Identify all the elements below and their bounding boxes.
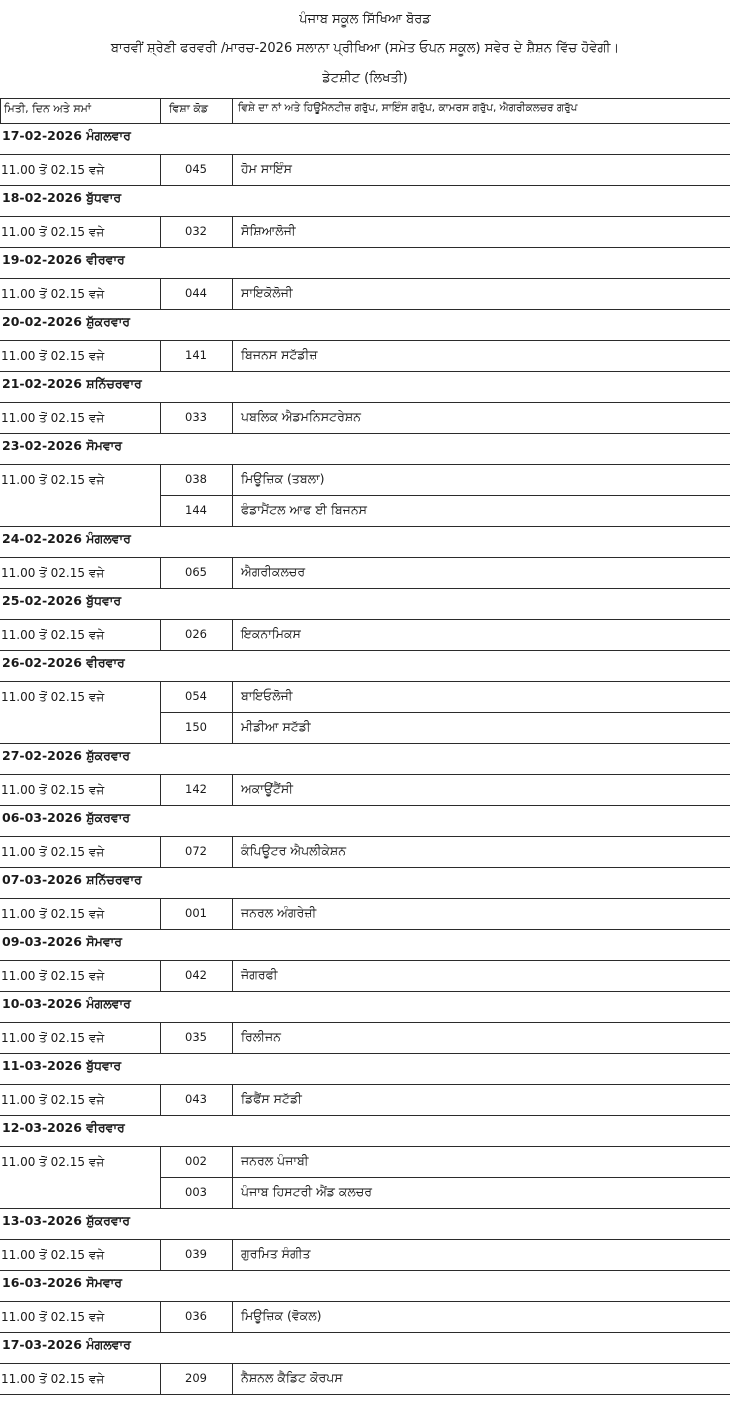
date-heading: 13-03-2026 ਸ਼ੁੱਕਰਵਾਰ [2,1213,131,1228]
date-heading: 11-03-2026 ਬੁੱਧਵਾਰ [2,1058,122,1073]
column-rule [160,712,161,743]
row-rule [0,1208,730,1209]
subject-name: ਅਕਾਊਂਟੈਂਸੀ [241,781,293,796]
subject-code: 039 [185,1247,207,1261]
column-rule [232,495,233,526]
subject-name: ਜਨਰਲ ਅੰਗਰੇਜ਼ੀ [241,905,317,920]
subject-code: 065 [185,565,207,579]
subject-name: ਜੋਗਰਫੀ [241,967,278,982]
date-heading: 06-03-2026 ਸ਼ੁੱਕਰਵਾਰ [2,810,131,825]
row-rule [0,526,730,527]
subject-name: ਮਿਊਜ਼ਿਕ (ਤਬਲਾ) [241,471,325,486]
row-rule [0,433,730,434]
column-rule [160,402,161,433]
date-heading: 21-02-2026 ਸ਼ਨਿੱਚਰਵਾਰ [2,376,142,391]
subject-code: 036 [185,1309,207,1323]
row-rule [0,774,730,775]
column-rule [232,154,233,185]
column-rule [160,1239,161,1270]
column-rule [232,619,233,650]
column-rule [160,340,161,371]
subject-name: ਸੋਸ਼ਿਆਲੋਜੀ [241,223,296,238]
column-rule [160,1301,161,1332]
column-rule [232,1363,233,1394]
column-rule [160,278,161,309]
exam-time: 11.00 ਤੋਂ 02.15 ਵਜੇ [1,969,105,983]
column-rule [160,1177,161,1208]
subject-code: 142 [185,782,207,796]
column-rule [232,1239,233,1270]
column-rule [232,278,233,309]
column-rule [232,774,233,805]
column-header-date-time: ਮਿਤੀ, ਦਿਨ ਅਤੇ ਸਮਾਂ [4,102,91,115]
column-rule [232,464,233,495]
subject-code: 209 [185,1371,207,1385]
column-rule [232,898,233,929]
subject-name: ਪੰਜਾਬ ਹਿਸਟਰੀ ਐਂਡ ਕਲਚਰ [241,1184,373,1199]
subject-name: ਬਾਇਓਲੋਜੀ [241,688,293,703]
row-rule [0,185,730,186]
column-rule [160,836,161,867]
row-rule [0,1270,730,1271]
subject-name: ਮੀਡੀਆ ਸਟੱਡੀ [241,719,311,734]
table-bottom-rule [0,1394,730,1395]
column-rule [232,1177,233,1208]
column-rule [160,154,161,185]
header-left-rule [0,98,1,123]
column-rule [232,1146,233,1177]
subject-code: 002 [185,1154,207,1168]
date-heading: 20-02-2026 ਸ਼ੁੱਕਰਵਾਰ [2,314,131,329]
row-rule [0,464,730,465]
row-rule [0,867,730,868]
exam-time: 11.00 ਤੋਂ 02.15 ਵਜੇ [1,1031,105,1045]
column-rule [160,216,161,247]
column-rule [160,1146,161,1177]
subject-name: ਸਾਇਕੋਲੋਜੀ [241,285,293,300]
row-rule [0,1239,730,1240]
exam-time: 11.00 ਤੋਂ 02.15 ਵਜੇ [1,907,105,921]
date-heading: 17-02-2026 ਮੰਗਲਵਾਰ [2,128,131,143]
date-heading: 27-02-2026 ਸ਼ੁੱਕਰਵਾਰ [2,748,131,763]
column-rule [160,774,161,805]
subject-code: 141 [185,348,207,362]
column-rule [232,216,233,247]
subject-code: 035 [185,1030,207,1044]
column-rule [232,712,233,743]
row-rule [0,278,730,279]
sub-row-rule [160,495,730,496]
row-rule [0,1146,730,1147]
column-header-code: ਵਿਸ਼ਾ ਕੋਡ [169,102,209,115]
subject-code: 003 [185,1185,207,1199]
subject-code: 038 [185,472,207,486]
row-rule [0,340,730,341]
row-rule [0,309,730,310]
sheet-title: ਡੇਟਸ਼ੀਟ (ਲਿਖਤੀ) [322,71,408,86]
column-rule [232,1084,233,1115]
board-title: ਪੰਜਾਬ ਸਕੂਲ ਸਿੱਖਿਆ ਬੋਰਡ [299,12,431,27]
subject-code: 001 [185,906,207,920]
column-rule [160,1022,161,1053]
subject-code: 045 [185,162,207,176]
subject-name: ਨੈਸ਼ਨਲ ਕੈਡਿਟ ਕੋਰਪਸ [241,1370,343,1385]
exam-time: 11.00 ਤੋਂ 02.15 ਵਜੇ [1,473,105,487]
column-rule [160,495,161,526]
subject-name: ਜਨਰਲ ਪੰਜਾਬੀ [241,1153,309,1168]
subject-name: ਮਿਊਜ਼ਿਕ (ਵੋਕਲ) [241,1308,322,1323]
row-rule [0,929,730,930]
date-heading: 07-03-2026 ਸ਼ਨਿੱਚਰਵਾਰ [2,872,142,887]
row-rule [0,898,730,899]
subject-name: ਇਕਨਾਮਿਕਸ [241,626,301,641]
column-rule [160,1363,161,1394]
subject-name: ਰਿਲੀਜਨ [241,1029,281,1044]
row-rule [0,216,730,217]
row-rule [0,247,730,248]
exam-time: 11.00 ਤੋਂ 02.15 ਵਜੇ [1,1310,105,1324]
date-heading: 09-03-2026 ਸੋਮਵਾਰ [2,934,123,949]
subject-code: 044 [185,286,207,300]
row-rule [0,619,730,620]
row-rule [0,1115,730,1116]
row-rule [0,1084,730,1085]
date-heading: 25-02-2026 ਬੁੱਧਵਾਰ [2,593,122,608]
row-rule [0,681,730,682]
exam-time: 11.00 ਤੋਂ 02.15 ਵਜੇ [1,349,105,363]
row-rule [0,371,730,372]
column-rule [160,898,161,929]
subject-code: 032 [185,224,207,238]
row-rule [0,1363,730,1364]
row-rule [0,1332,730,1333]
exam-time: 11.00 ਤੋਂ 02.15 ਵਜੇ [1,287,105,301]
exam-time: 11.00 ਤੋਂ 02.15 ਵਜੇ [1,163,105,177]
table-top-rule [0,98,730,99]
column-rule [160,557,161,588]
exam-time: 11.00 ਤੋਂ 02.15 ਵਜੇ [1,566,105,580]
subject-name: ਬਿਜਨਸ ਸਟੱਡੀਜ਼ [241,347,318,362]
date-heading: 10-03-2026 ਮੰਗਲਵਾਰ [2,996,131,1011]
row-rule [0,402,730,403]
column-rule [160,464,161,495]
subject-name: ਫੰਡਾਮੈਂਟਲ ਆਫ ਈ ਬਿਜਨਸ [241,502,367,517]
row-rule [0,1022,730,1023]
subject-code: 150 [185,720,207,734]
row-rule [0,557,730,558]
subject-name: ਐਗਰੀਕਲਚਰ [241,564,306,579]
sub-row-rule [160,712,730,713]
column-header-subject: ਵਿਸ਼ੇ ਦਾ ਨਾਂ ਅਤੇ ਹਿਊਮੈਨਟੀਜ਼ ਗਰੁੱਪ, ਸਾਇੰਸ ਗਰੁੱਪ, ਕਾਮਰਸ ਗਰੁੱਪ, ਐਗਰੀਕਲਚਰ ਗਰੁੱਪ [238,102,578,114]
date-heading: 19-02-2026 ਵੀਰਵਾਰ [2,252,125,267]
exam-time: 11.00 ਤੋਂ 02.15 ਵਜੇ [1,628,105,642]
header-divider [160,98,161,123]
row-rule [0,588,730,589]
column-rule [232,1022,233,1053]
date-heading: 26-02-2026 ਵੀਰਵਾਰ [2,655,125,670]
column-rule [160,1084,161,1115]
row-rule [0,743,730,744]
column-rule [232,960,233,991]
subject-name: ਡਿਫੈਂਸ ਸਟੱਡੀ [241,1091,302,1106]
column-rule [160,960,161,991]
exam-time: 11.00 ਤੋਂ 02.15 ਵਜੇ [1,1093,105,1107]
column-rule [232,402,233,433]
row-rule [0,991,730,992]
exam-time: 11.00 ਤੋਂ 02.15 ਵਜੇ [1,783,105,797]
row-rule [0,836,730,837]
subject-code: 043 [185,1092,207,1106]
sub-row-rule [160,1177,730,1178]
subject-name: ਪਬਲਿਕ ਐਡਮਨਿਸਟਰੇਸ਼ਨ [241,409,361,424]
subject-code: 054 [185,689,207,703]
exam-time: 11.00 ਤੋਂ 02.15 ਵਜੇ [1,1372,105,1386]
subject-name: ਗੁਰਮਿਤ ਸੰਗੀਤ [241,1246,311,1261]
row-rule [0,960,730,961]
column-rule [232,1301,233,1332]
exam-time: 11.00 ਤੋਂ 02.15 ਵਜੇ [1,690,105,704]
column-rule [232,557,233,588]
date-heading: 24-02-2026 ਮੰਗਲਵਾਰ [2,531,131,546]
row-rule [0,805,730,806]
exam-time: 11.00 ਤੋਂ 02.15 ਵਜੇ [1,225,105,239]
exam-time: 11.00 ਤੋਂ 02.15 ਵਜੇ [1,1248,105,1262]
subject-name: ਕੰਪਿਊਟਰ ਐਪਲੀਕੇਸ਼ਨ [241,843,347,858]
date-heading: 12-03-2026 ਵੀਰਵਾਰ [2,1120,125,1135]
row-rule [0,154,730,155]
row-rule [0,1301,730,1302]
exam-time: 11.00 ਤੋਂ 02.15 ਵਜੇ [1,845,105,859]
subject-code: 026 [185,627,207,641]
subject-name: ਹੋਮ ਸਾਇੰਸ [241,161,292,176]
row-rule [0,650,730,651]
subject-code: 144 [185,503,207,517]
exam-time: 11.00 ਤੋਂ 02.15 ਵਜੇ [1,1155,105,1169]
date-heading: 17-03-2026 ਮੰਗਲਵਾਰ [2,1337,131,1352]
header-divider [232,98,233,123]
subject-code: 033 [185,410,207,424]
column-rule [232,681,233,712]
subject-code: 042 [185,968,207,982]
exam-time: 11.00 ਤੋਂ 02.15 ਵਜੇ [1,411,105,425]
row-rule [0,1053,730,1054]
date-heading: 23-02-2026 ਸੋਮਵਾਰ [2,438,123,453]
exam-subtitle: ਬਾਰਵੀਂ ਸ਼੍ਰੇਣੀ ਫਰਵਰੀ /ਮਾਰਚ-2026 ਸਲਾਨਾ ਪ੍ਰੀਖਿਆ (ਸਮੇਤ ਓਪਨ ਸਕੂਲ) ਸਵੇਰ ਦੇ ਸ਼ੈਸ਼ਨ ਵਿੱਚ ਹੋਵੇਗੀ। [110,41,620,56]
subject-code: 072 [185,844,207,858]
date-heading: 16-03-2026 ਸੋਮਵਾਰ [2,1275,123,1290]
date-heading: 18-02-2026 ਬੁੱਧਵਾਰ [2,190,122,205]
column-rule [232,340,233,371]
column-rule [160,681,161,712]
row-rule [0,123,730,124]
column-rule [232,836,233,867]
column-rule [160,619,161,650]
